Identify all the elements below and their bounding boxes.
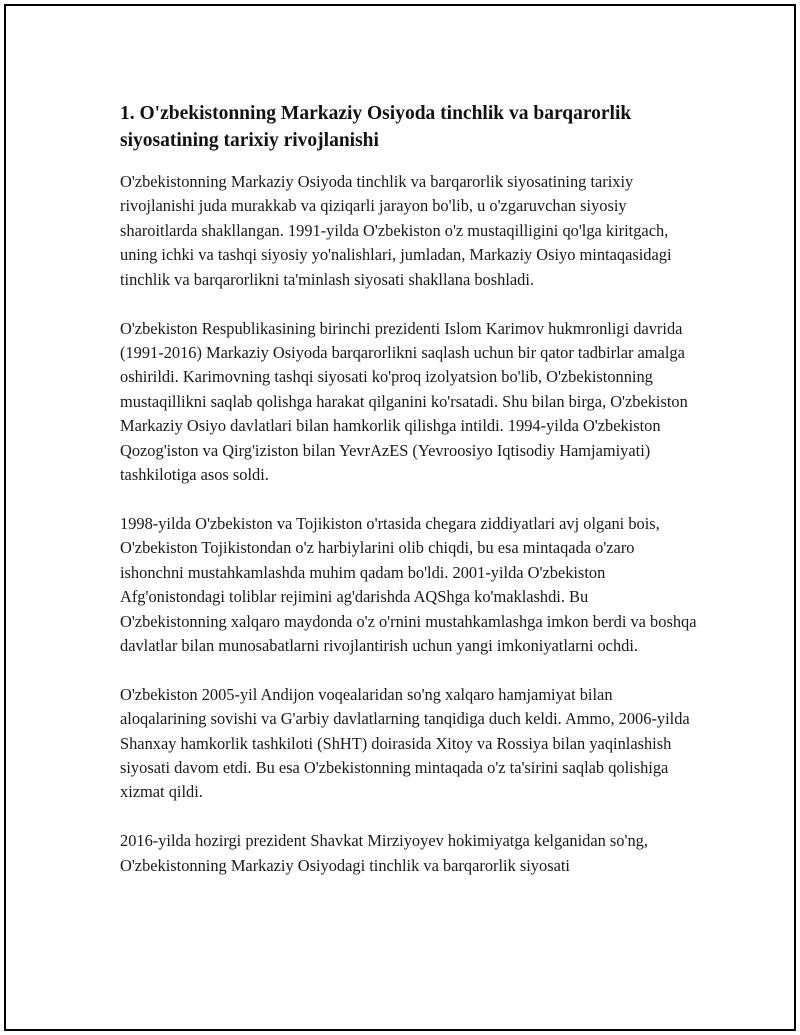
- paragraph-5: 2016-yilda hozirgi prezident Shavkat Mirziyoyev hokimiyatga kelganidan so'ng, O'zbekistonning Markaziy Osiyodagi tinchlik va barqarorlik siyosati: [120, 831, 648, 875]
- document-body: [120, 100, 698, 903]
- paragraph-1: O'zbekistonning Markaziy Osiyoda tinchlik va barqarorlik siyosatining tarixiy rivojlanishi juda murakkab va qiziqarli jarayon bo'lib, u o'zgaruvchan siyosiy sharoitlarda shakllangan. 1991-yilda O'zbekiston o'z mustaqilligini qo'lga kiritgach, uning ichki va tashqi siyosiy yo'nalishlari, jumladan, Markaziy Osiyo mintaqasidagi tinchlik va barqarorlikni ta'minlash siyosati shakllana boshladi.: [120, 172, 672, 289]
- paragraph-4: O'zbekiston 2005-yil Andijon voqealaridan so'ng xalqaro hamjamiyat bilan aloqalarining sovishi va G'arbiy davlatlarning tanqidiga duch keldi. Ammo, 2006-yilda Shanxay hamkorlik tashkiloti (ShHT) doirasida Xitoy va Rossiya bilan yaqinlashish siyosati davom etdi. Bu esa O'zbekistonning mintaqada o'z ta'sirini saqlab qolishiga xizmat qildi.: [120, 684, 690, 802]
- section-heading: 1. O'zbekistonning Markaziy Osiyoda tinchlik va barqarorlik siyosatining tarixiy rivojlanishi: [120, 103, 632, 151]
- paragraph-3: 1998-yilda O'zbekiston va Tojikiston o'rtasida chegara ziddiyatlari avj olgani bois, O'zbekiston Tojikistondan o'z harbiylarini olib chiqdi, bu esa mintaqada o'zaro ishonchni mustahkamlashda muhim qadam bo'ldi. 2001-yilda O'zbekiston Afg'onistondagi toliblar rejimini ag'darishda AQShga ko'maklashdi. Bu O'zbekistonning xalqaro maydonda o'z o'rnini mustahkamlashga imkon berdi va boshqa davlatlar bilan munosabatlarni rivojlantirish uchun yangi imkoniyatlarni ochdi.: [120, 513, 697, 655]
- page-frame: [4, 4, 796, 1031]
- paragraph-2: O'zbekiston Respublikasining birinchi prezidenti Islom Karimov hukmronligi davrida (1991-2016) Markaziy Osiyoda barqarorlikni saqlash uchun bir qator tadbirlar amalga oshirildi. Karimovning tashqi siyosati ko'proq izolyatsion bo'lib, O'zbekistonning mustaqillikni saqlab qolishga harakat qilganini ko'rsatadi. Shu bilan birga, O'zbekiston Markaziy Osiyo davlatlari bilan hamkorlik qilishga intildi. 1994-yilda O'zbekiston Qozog'iston va Qirg'iziston bilan YevrAzES (Yevroosiyo Iqtisodiy Hamjamiyati) tashkilotiga asos soldi.: [120, 318, 688, 484]
